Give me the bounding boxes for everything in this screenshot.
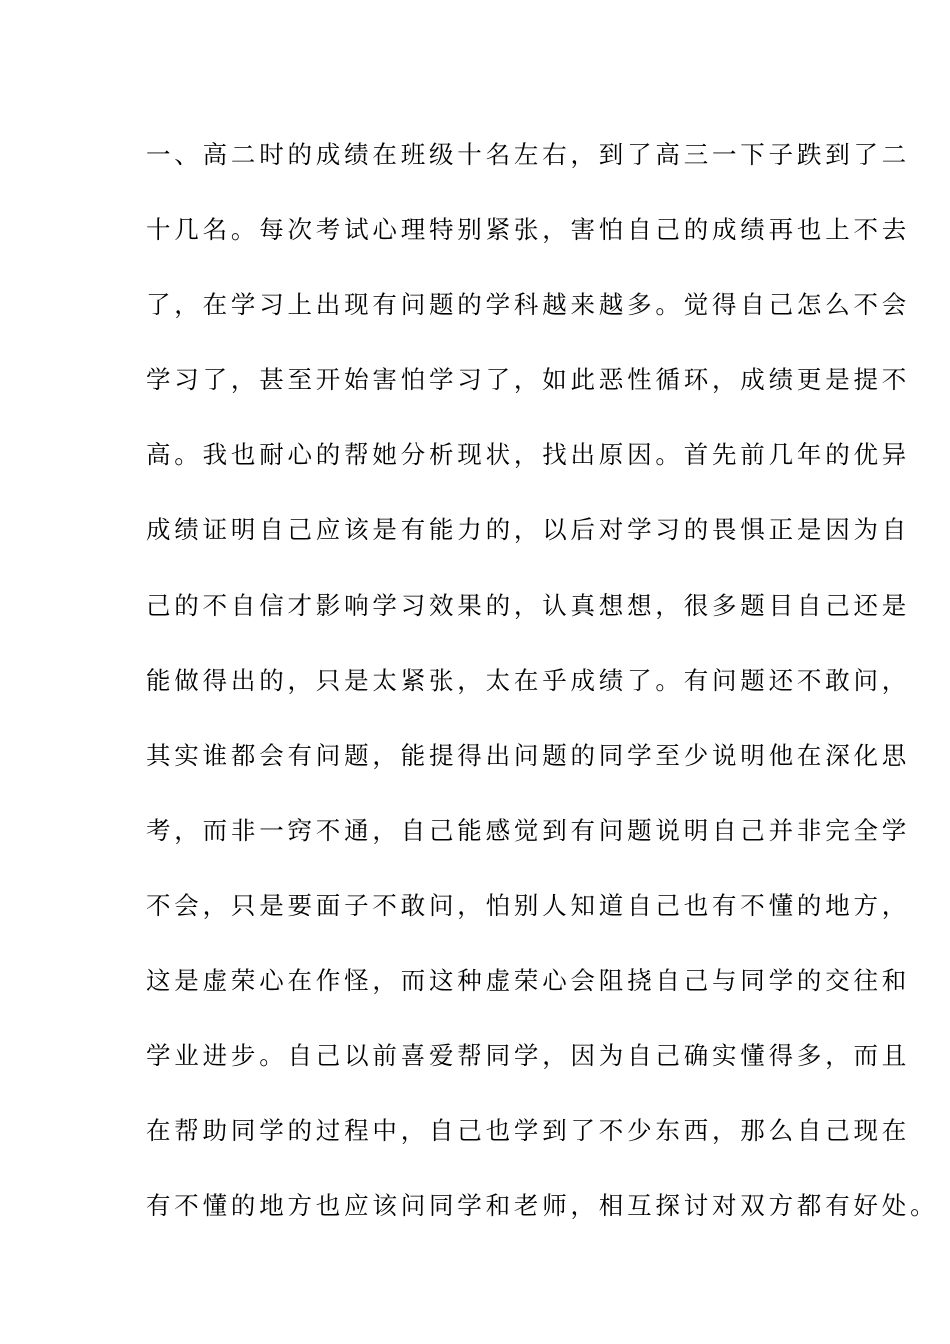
text-line-4: 学习了，甚至开始害怕学习了，如此恶性循环，成绩更是提不 [146, 365, 911, 395]
text-line-11: 不会，只是要面子不敢问，怕别人知道自己也有不懂的地方， [146, 890, 911, 920]
text-line-5: 高。我也耐心的帮她分析现状，找出原因。首先前几年的优异 [146, 440, 911, 470]
text-line-3: 了，在学习上出现有问题的学科越来越多。觉得自己怎么不会 [146, 290, 911, 320]
text-line-2: 十几名。每次考试心理特别紧张，害怕自己的成绩再也上不去 [146, 215, 911, 245]
text-line-12: 这是虚荣心在作怪，而这种虚荣心会阻挠自己与同学的交往和 [146, 966, 911, 996]
text-line-6: 成绩证明自己应该是有能力的，以后对学习的畏惧正是因为自 [146, 515, 911, 545]
body-paragraph [146, 133, 939, 1259]
text-line-1: 一、高二时的成绩在班级十名左右，到了高三一下子跌到了二 [146, 140, 911, 169]
text-line-8: 能做得出的，只是太紧张，太在乎成绩了。有问题还不敢问， [146, 665, 911, 695]
text-line-13: 学业进步。自己以前喜爱帮同学，因为自己确实懂得多，而且 [146, 1041, 911, 1071]
text-line-15: 有不懂的地方也应该问同学和老师，相互探讨对双方都有好处。 [146, 1191, 939, 1221]
text-line-9: 其实谁都会有问题，能提得出问题的同学至少说明他在深化思 [146, 740, 911, 770]
text-line-7: 己的不自信才影响学习效果的，认真想想，很多题目自己还是 [146, 590, 911, 620]
text-line-10: 考，而非一窍不通，自己能感觉到有问题说明自己并非完全学 [146, 815, 911, 845]
text-line-14: 在帮助同学的过程中，自己也学到了不少东西，那么自己现在 [146, 1116, 911, 1146]
